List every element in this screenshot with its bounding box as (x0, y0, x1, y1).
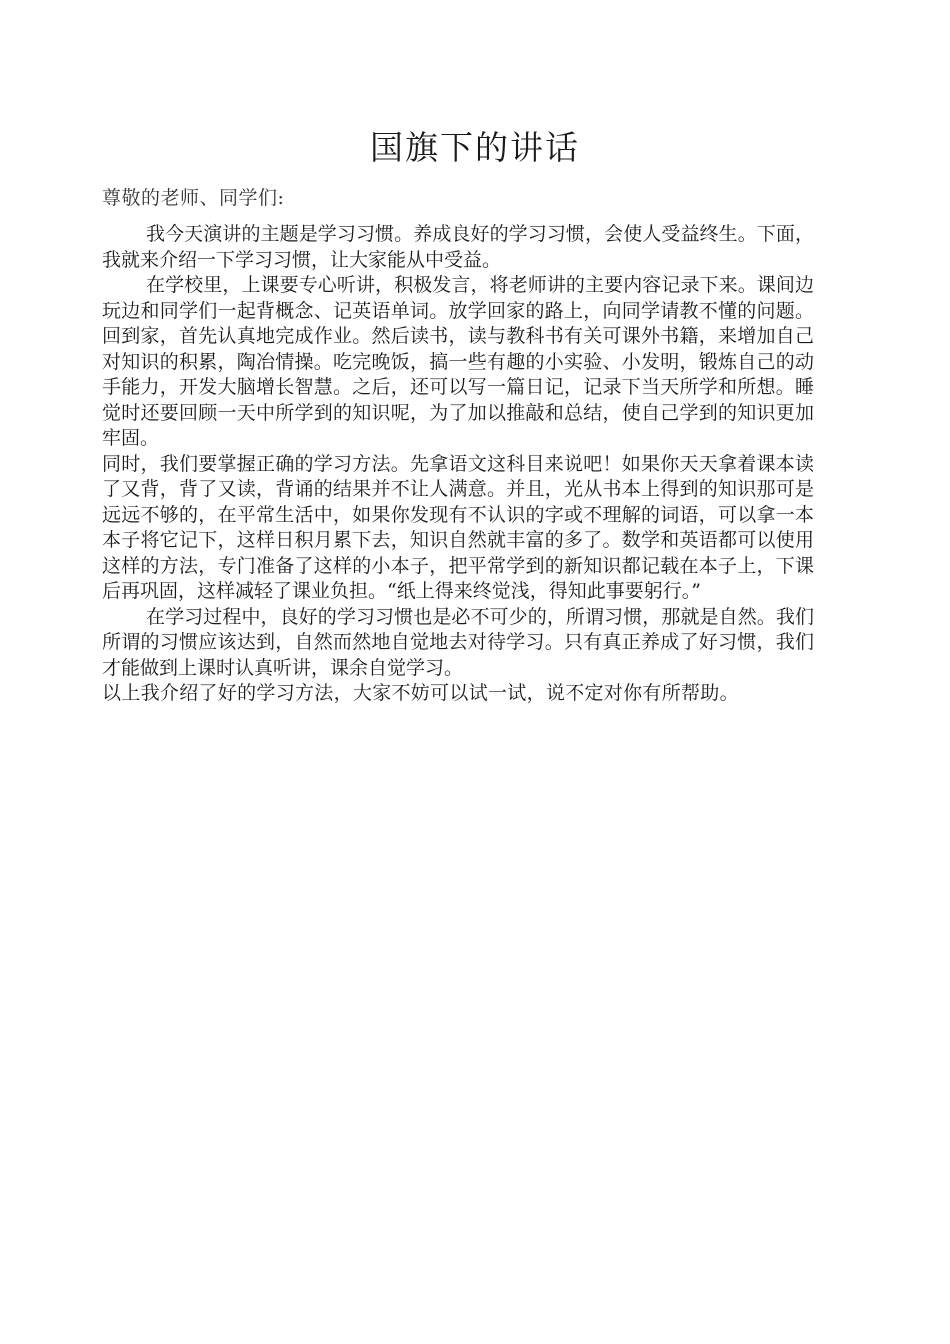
speech-body (102, 222, 814, 707)
paragraph-study-methods: 同时，我们要掌握正确的学习方法。先拿语文这科目来说吧！如果你天天拿着课本读了又背，背了又读，背诵的结果并不让人满意。并且，光从书本上得到的知识那可是远远不够的，在平常生活中，如果你发现有不认识的字或不理解的词语，可以拿一本本子将它记下，这样日积月累下去，知识自然就丰富的多了。数学和英语都可以使用这样的方法，专门准备了这样的小本子，把平常学到的新知识都记载在本子上，下课后再巩固，这样减轻了课业负担。“纸上得来终觉浅，得知此事要躬行。” (102, 452, 814, 602)
paragraph-intro: 我今天演讲的主题是学习习惯。养成良好的学习习惯，会使人受益终生。下面，我就来介绍一下学习习惯，让大家能从中受益。 (102, 223, 814, 271)
page-title: 国旗下的讲话 (370, 128, 580, 167)
paragraph-school-habits: 在学校里，上课要专心听讲，积极发言，将老师讲的主要内容记录下来。课间边玩边和同学们一起背概念、记英语单词。放学回家的路上，向同学请教不懂的问题。回到家，首先认真地完成作业。然后读书，读与教科书有关可课外书籍，来增加自己对知识的积累，陶冶情操。吃完晚饭，搞一些有趣的小实验、小发明，锻炼自己的动手能力，开发大脑增长智慧。之后，还可以写一篇日记，记录下当天所学和所想。睡觉时还要回顾一天中所学到的知识呢，为了加以推敲和总结，使自己学到的知识更加牢固。 (102, 274, 814, 449)
paragraph-good-habits: 在学习过程中，良好的学习习惯也是必不可少的，所谓习惯，那就是自然。我们所谓的习惯应该达到，自然而然地自觉地去对待学习。只有真正养成了好习惯，我们才能做到上课时认真听讲，课余自觉学习。 (102, 605, 814, 679)
salutation: 尊敬的老师、同学们: (102, 187, 285, 209)
paragraph-conclusion: 以上我介绍了好的学习方法，大家不妨可以试一试，说不定对你有所帮助。 (102, 682, 739, 704)
